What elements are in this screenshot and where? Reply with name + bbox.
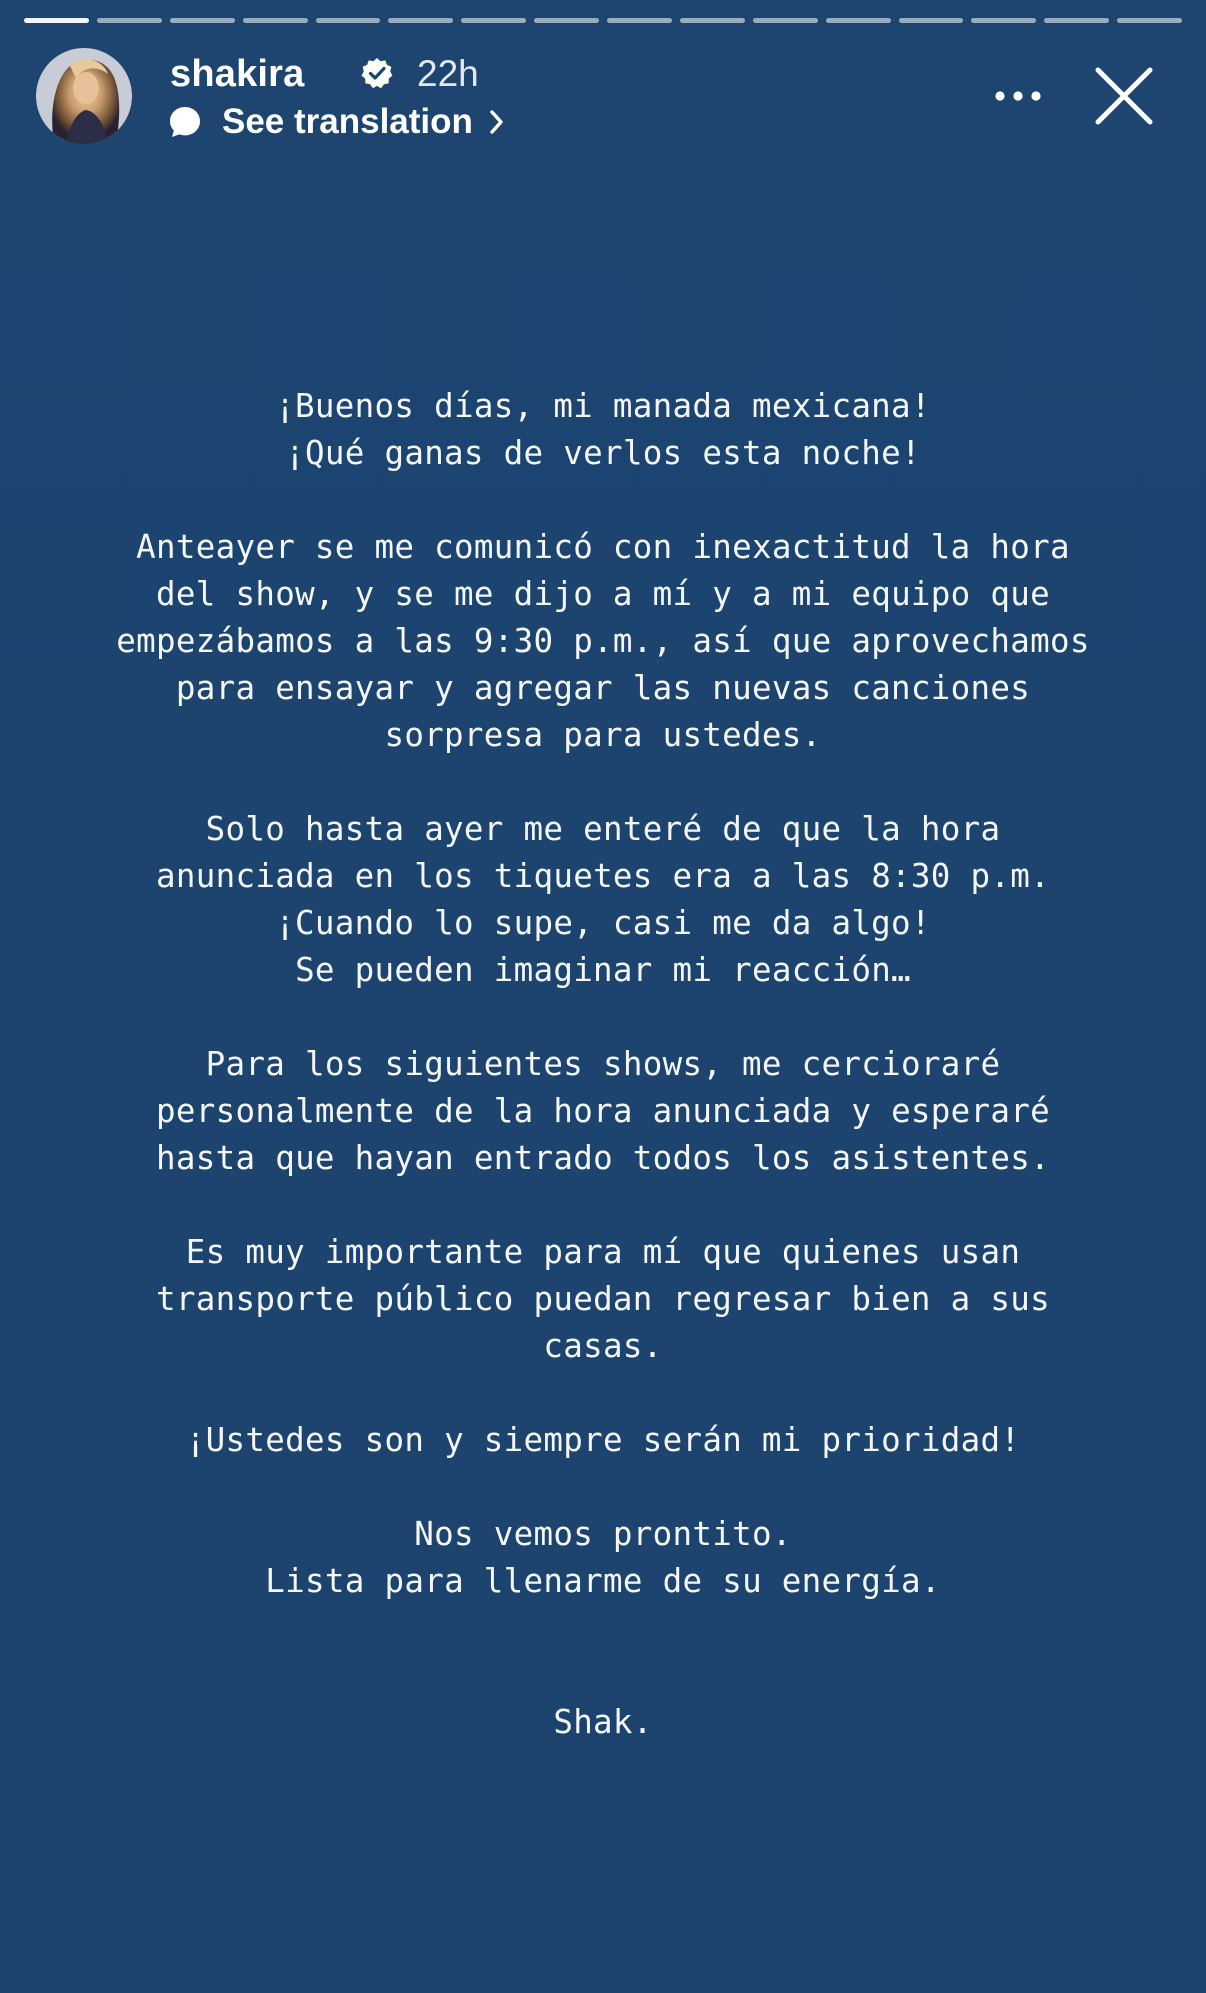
story-header [36,48,1182,148]
message-paragraph: ¡Buenos días, mi manada mexicana! ¡Qué ganas de verlos esta noche! [275,387,931,472]
close-icon[interactable] [1094,66,1154,126]
progress-segment [388,18,453,23]
speech-bubble-icon [168,105,202,139]
progress-segment [1044,18,1109,23]
progress-segment [680,18,745,23]
message-paragraph: Solo hasta ayer me enteré de que la hora anunciada en los tiquetes era a las 8:30 p.m. ¡Cuando lo supe, casi me da algo! Se pueden imaginar mi reacción… [156,810,1050,989]
progress-segment [607,18,672,23]
progress-segment [97,18,162,23]
message-paragraph: Nos vemos prontito. Lista para llenarme de su energía. [265,1515,941,1600]
verified-badge-icon [361,57,393,89]
progress-segment [534,18,599,23]
signature: Shak. [553,1703,653,1741]
story-text [0,383,1206,1793]
chevron-right-icon [487,108,507,136]
more-horizontal-icon[interactable] [994,86,1042,106]
message-paragraph: ¡Ustedes son y siempre serán mi prioridad! [185,1421,1021,1459]
progress-segment [971,18,1036,23]
progress-segment [899,18,964,23]
progress-segment [461,18,526,23]
see-translation-button[interactable] [168,100,507,144]
progress-segment [316,18,381,23]
message-paragraph: Para los siguientes shows, me cercioraré personalmente de la hora anunciada y esperaré hasta que hayan entrado todos los asistentes. [156,1045,1050,1177]
avatar-image [36,48,132,144]
message-paragraph: Anteayer se me comunicó con inexactitud la hora del show, y se me dijo a mí y a mi equipo que empezábamos a las 9:30 p.m., así que aprovechamos para ensayar y agregar las nuevas canciones sorpresa para ustedes. [116,528,1090,754]
progress-segment [753,18,818,23]
message-paragraph: Es muy importante para mí que quienes usan transporte público puedan regresar bien a sus casas. [156,1233,1050,1365]
post-time: 22h [417,53,479,94]
avatar[interactable] [36,48,132,144]
story-progress-bar [24,18,1182,23]
progress-segment [1117,18,1182,23]
username[interactable]: shakira [170,53,305,95]
progress-segment [826,18,891,23]
progress-segment [243,18,308,23]
see-translation-label: See translation [222,102,473,141]
progress-segment [170,18,235,23]
progress-segment [24,18,89,23]
